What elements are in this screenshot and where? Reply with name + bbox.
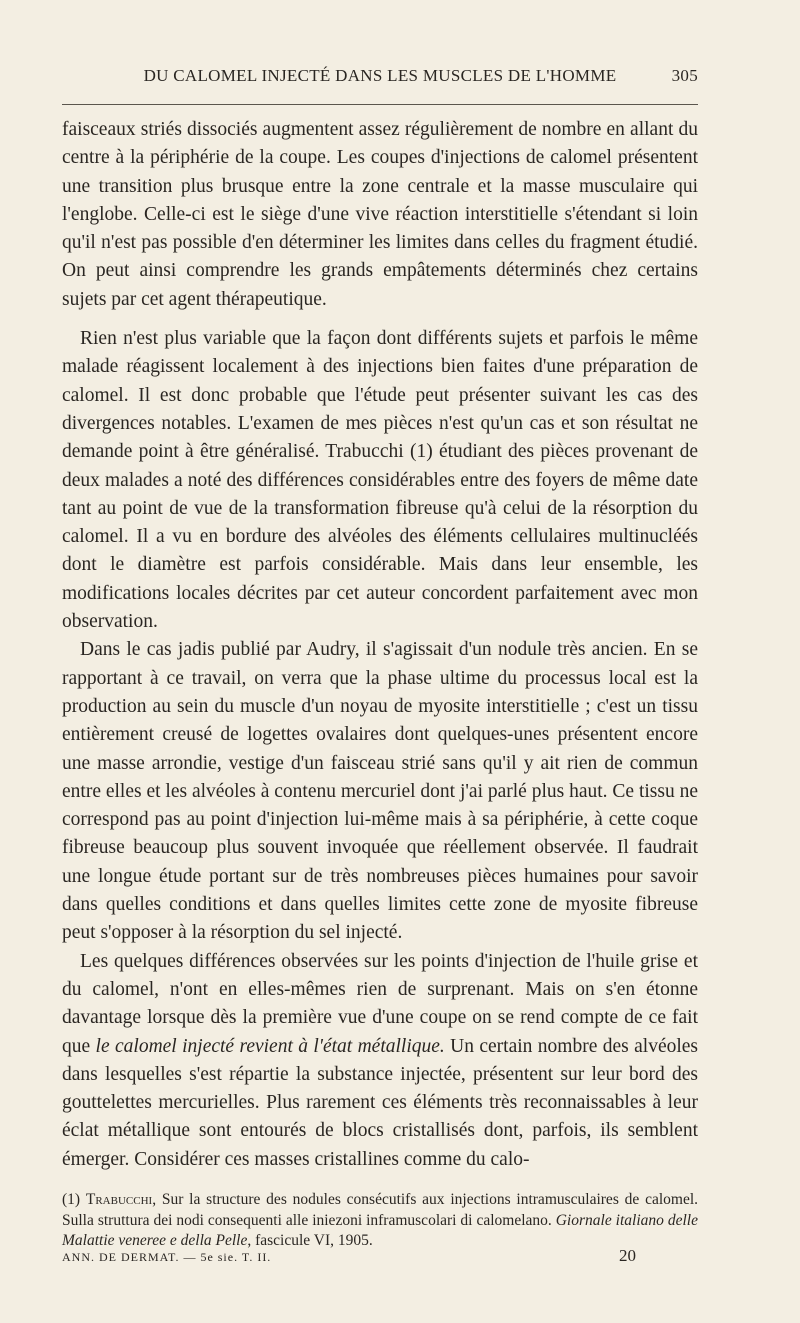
header-rule — [62, 104, 698, 105]
body-text — [62, 116, 698, 1174]
paragraph-4 — [62, 948, 698, 1174]
footer-journal: ANN. DE DERMAT. — 5e sie. T. II. — [62, 1250, 272, 1264]
paragraph-4-part-b: Un certain nombre des alvéoles dans lesquelles s'est répartie la substance injectée, présentent sur leur bord des gouttelettes mercurielles. Plus rarement ces éléments très reconnaissables à leur éclat métallique sont entourés de blocs cristallisés dont, parfois, ils semblent émerger. Considérer ces masses cristallines comme du calo- — [62, 1035, 699, 1170]
paragraph-4-emphasis: le calomel injecté revient à l'état métallique. — [95, 1035, 445, 1057]
paragraph-2: Rien n'est plus variable que la façon dont différents sujets et parfois le même malade réagissent localement à des injections bien faites d'une préparation de calomel. Il est donc probable que l'étude peut présenter suivant les cas des divergences notables. L'examen de mes pièces n'est qu'un cas et son résultat ne demande point à être généralisé. Trabucchi (1) étudiant des pièces provenant de deux malades a noté des différences considérables entre des foyers de même date tant au point de vue de la transformation fibreuse qu'à celui de la résorption du calomel. Il a vu en bordure des alvéoles des éléments cellulaires multinucléés dont le diamètre est parfois considérable. Mais dans leur ensemble, les modifications locales décrites par cet auteur concordent parfaitement avec mon observation. — [62, 328, 698, 633]
paragraph-3: Dans le cas jadis publié par Audry, il s'agissait d'un nodule très ancien. En se rapportant à ce travail, on verra que la phase ultime du processus local est la production au sein du muscle d'un noyau de myosite interstitielle ; c'est un tissu entièrement creusé de logettes ovalaires dont quelques-unes présentent encore une masse arrondie, vestige d'un faisceau strié sans qu'il y ait rien de commun entre elles et les alvéoles à contenu mercuriel dont j'ai parlé plus haut. Ce tissu ne correspond pas au point d'injection lui-même mais à sa périphérie, à cette coque fibreuse beaucoup plus souvent invoquée que réellement observée. Il faudrait une longue étude portant sur de très nombreuses pièces humaines pour savoir dans quelles conditions et dans quelles limites cette zone de myosite fibreuse peut s'opposer à la résorption du sel injecté. — [62, 639, 698, 944]
footnote-journal: Giornale italiano delle Malattie veneree e della Pelle — [62, 1211, 698, 1249]
page-number: 305 — [671, 66, 698, 85]
page-footer — [62, 1246, 698, 1265]
paragraph-4-part-a: Les quelques différences observées sur les points d'injection de l'huile grise et du calomel, n'ont en elles-mêmes rien de surprenant. Mais on s'en étonne davantage lorsque dès la première vue d'une coupe on se rend compte de ce fait que — [62, 950, 698, 1057]
footnote-author: Trabucchi — [85, 1191, 153, 1208]
running-head — [62, 66, 698, 86]
footnote-text-a: , Sur la structure des nodules consécutifs aux injections intramusculaires de calomel. Sulla struttura dei nodi consequenti alle iniezoni inframuscolari di calomelano. — [62, 1191, 698, 1229]
footnote-marker: (1) — [62, 1191, 86, 1208]
footnote — [62, 1190, 698, 1252]
signature-number: 20 — [619, 1246, 636, 1265]
footnote-text-b: , fascicule VI, 1905. — [247, 1232, 373, 1249]
running-head-title: DU CALOMEL INJECTÉ DANS LES MUSCLES DE L'HOMME — [143, 66, 617, 85]
paragraph-1: faisceaux striés dissociés augmentent assez régulièrement de nombre en allant du centre à la périphérie de la coupe. Les coupes d'injections de calomel présentent une transition plus brusque entre la zone centrale et la masse musculaire qui l'englobe. Celle-ci est le siège d'une vive réaction interstitielle s'étendant si loin qu'il n'est pas possible d'en déterminer les limites dans celles du fragment étudié. On peut ainsi comprendre les grands empâtements déterminés chez certains sujets par cet agent thérapeutique. — [62, 119, 698, 310]
